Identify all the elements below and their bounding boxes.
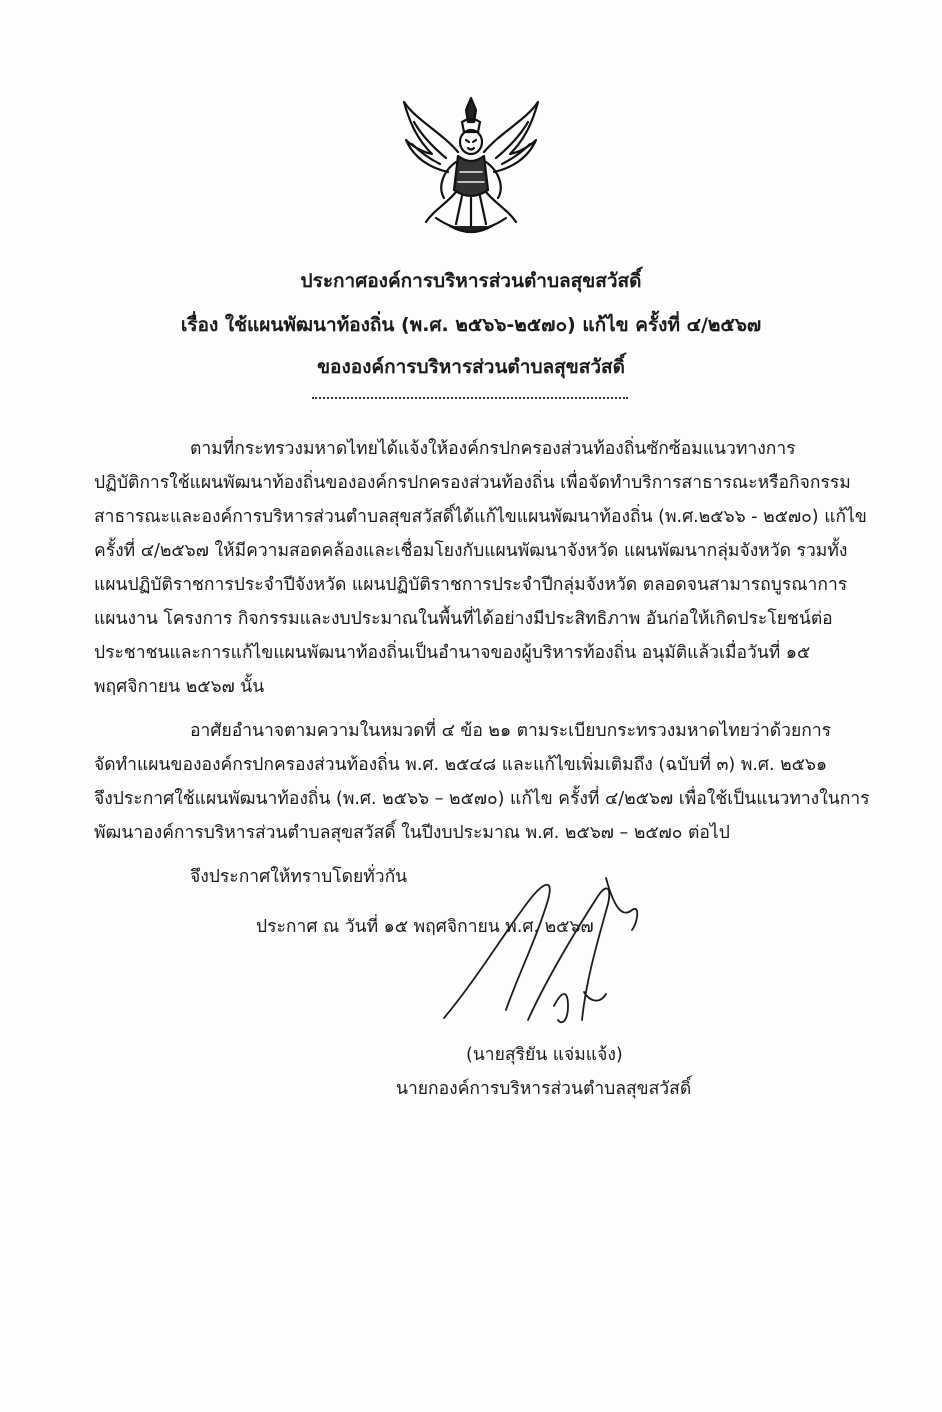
announcement-subject: เรื่อง ใช้แผนพัฒนาท้องถิ่น (พ.ศ. ๒๕๖๖-๒๕๗๐) แก้ไข ครั้งที่ ๔/๒๕๖๗	[180, 314, 762, 336]
para1-line: ครั้งที่ ๔/๒๕๖๗ ให้มีความสอดคล้องและเชื่อมโยงกับแผนพัฒนาจังหวัด แผนพัฒนากลุ่มจังหวัด รวมทั้ง	[94, 541, 848, 561]
announcement-title: ประกาศองค์การบริหารส่วนตำบลสุขสวัสดิ์	[300, 270, 642, 292]
para2-line: จึงประกาศใช้แผนพัฒนาท้องถิ่น (พ.ศ. ๒๕๖๖ – ๒๕๗๐) แก้ไข ครั้งที่ ๔/๒๕๖๗ เพื่อใช้เป็นแนวทางในการ	[94, 789, 870, 809]
para1-line: พฤศจิกายน ๒๕๖๗ นั้น	[94, 677, 265, 697]
signatory-position: นายกองค์การบริหารส่วนตำบลสุขสวัสดิ์	[396, 1079, 692, 1099]
handwritten-signature-icon	[436, 870, 656, 1040]
garuda-emblem-icon	[396, 92, 546, 244]
para1-line: ตามที่กระทรวงมหาดไทยได้แจ้งให้องค์กรปกครองส่วนท้องถิ่นซักซ้อมแนวทางการ	[190, 439, 796, 459]
announcement-issuer: ขององค์การบริหารส่วนตำบลสุขสวัสดิ์	[317, 356, 625, 378]
signatory-name: (นายสุริยัน แจ่มแจ้ง)	[466, 1045, 623, 1065]
announcement-date: ประกาศ ณ วันที่ ๑๕ พฤศจิกายน พ.ศ. ๒๕๖๗	[256, 917, 594, 937]
para1-line: ปฏิบัติการใช้แผนพัฒนาท้องถิ่นขององค์กรปกครองส่วนท้องถิ่น เพื่อจัดทำบริการสาธารณะหรือกิจกรรม	[94, 473, 851, 493]
para2-line: จัดทำแผนขององค์กรปกครองส่วนท้องถิ่น พ.ศ. ๒๕๔๘ และแก้ไขเพิ่มเติมถึง (ฉบับที่ ๓) พ.ศ. ๒๕๖๑	[94, 755, 828, 775]
para1-line: แผนงาน โครงการ กิจกรรมและงบประมาณในพื้นที่ได้อย่างมีประสิทธิภาพ อันก่อให้เกิดประโยชน์ต่อ	[94, 609, 833, 629]
para1-line: แผนปฏิบัติราชการประจำปีจังหวัด แผนปฏิบัติราชการประจำปีกลุ่มจังหวัด ตลอดจนสามารถบูรณาการ	[94, 575, 848, 595]
title-divider	[312, 397, 628, 399]
closing-statement: จึงประกาศให้ทราบโดยทั่วกัน	[190, 867, 408, 887]
para1-line: สาธารณะและองค์การบริหารส่วนตำบลสุขสวัสดิ์ได้แก้ไขแผนพัฒนาท้องถิ่น (พ.ศ.๒๕๖๖ - ๒๕๗๐) แก้ไข	[94, 507, 867, 527]
para2-line: อาศัยอำนาจตามความในหมวดที่ ๔ ข้อ ๒๑ ตามระเบียบกระทรวงมหาดไทยว่าด้วยการ	[190, 721, 832, 741]
para1-line: ประชาชนและการแก้ไขแผนพัฒนาท้องถิ่นเป็นอำนาจของผู้บริหารท้องถิ่น อนุมัติแล้วเมื่อวันที่ ๑๕	[94, 643, 811, 663]
para2-line: พัฒนาองค์การบริหารส่วนตำบลสุขสวัสดิ์ ในปีงบประมาณ พ.ศ. ๒๕๖๗ – ๒๕๗๐ ต่อไป	[94, 823, 730, 843]
